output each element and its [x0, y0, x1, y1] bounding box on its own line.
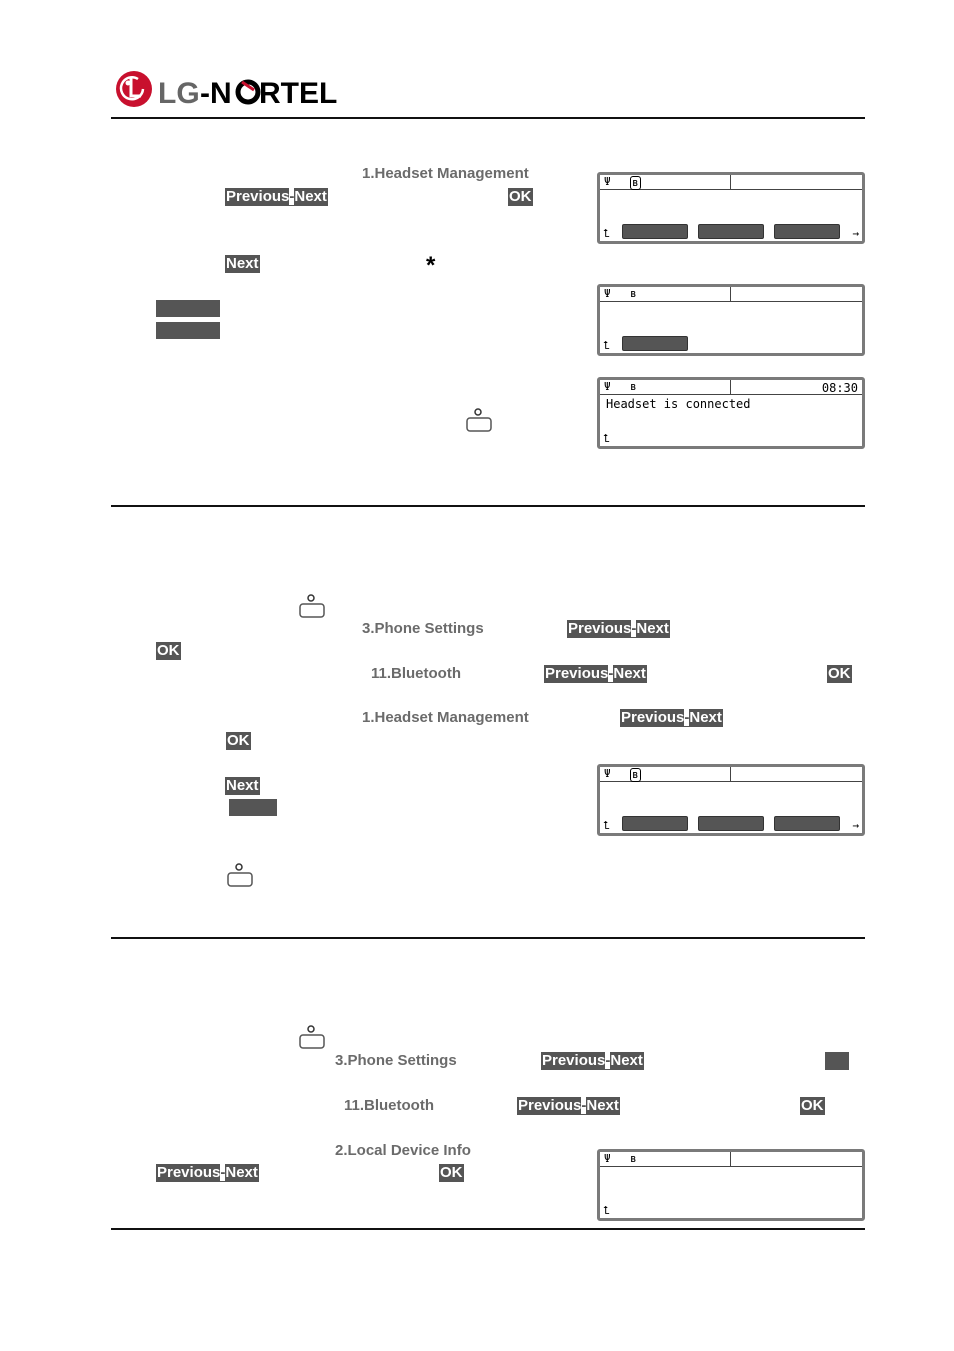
previous-label: Previous: [545, 665, 609, 682]
lcd-clock: 08:30: [821, 381, 858, 395]
forward-arrow-icon: →: [852, 227, 859, 240]
next-label: Next: [636, 620, 669, 637]
previous-next-softkey: [225, 188, 328, 206]
next-label: Next: [294, 188, 327, 205]
menu-phone-settings: 3.Phone Settings: [335, 1052, 457, 1069]
previous-next-softkey: [541, 1052, 644, 1070]
back-arrow-icon: ⮤: [603, 339, 610, 352]
bluetooth-icon: ʙ: [630, 380, 637, 393]
next-label: Next: [613, 665, 646, 682]
forward-arrow-icon: →: [852, 819, 859, 832]
menu-local-device-info: 2.Local Device Info: [335, 1142, 471, 1159]
network-antenna-icon: Ψ: [604, 767, 611, 780]
previous-next-softkey: [620, 709, 723, 727]
section-rule-3: [111, 1228, 865, 1230]
dash: -: [608, 665, 614, 682]
settings-key-icon: [297, 594, 325, 616]
lcd-message: Headset is connected: [606, 397, 751, 411]
dash: -: [605, 1052, 611, 1069]
ok-softkey: OK: [801, 1097, 824, 1114]
dash: -: [684, 709, 690, 726]
next-label: Next: [689, 709, 722, 726]
next-label: Next: [586, 1097, 619, 1114]
softkey-bar-1: [622, 336, 688, 351]
section-rule-2: [111, 937, 865, 939]
previous-next-softkey: [544, 665, 647, 683]
menu-bluetooth: 11.Bluetooth: [344, 1097, 435, 1114]
dash: -: [581, 1097, 587, 1114]
network-antenna-icon: Ψ: [604, 287, 611, 300]
menu-headset-management: 1.Headset Management: [362, 165, 529, 182]
star-key: *: [426, 252, 436, 279]
softkey-bar-1: [622, 224, 688, 239]
svg-text:-N: -N: [200, 77, 232, 110]
lcd-divider: [730, 175, 731, 189]
svg-text:LG: LG: [158, 77, 200, 110]
softkey-bar-2: [698, 816, 764, 831]
previous-label: Previous: [518, 1097, 582, 1114]
lcd-screen-4: [597, 764, 865, 836]
section-rule-1: [111, 505, 865, 507]
settings-key-icon: [464, 408, 492, 430]
softkey-bar-1: [622, 816, 688, 831]
next-softkey: Next: [226, 777, 259, 794]
bluetooth-icon: ʙ: [630, 287, 637, 300]
next-softkey: Next: [226, 255, 259, 272]
back-arrow-icon: ⮤: [603, 432, 610, 445]
network-antenna-icon: Ψ: [604, 1152, 611, 1165]
next-label: Next: [610, 1052, 643, 1069]
back-arrow-icon: ⮤: [603, 1204, 610, 1217]
dash: -: [220, 1164, 226, 1181]
network-antenna-icon: Ψ: [604, 380, 611, 393]
previous-label: Previous: [542, 1052, 606, 1069]
header-rule: [111, 117, 865, 119]
back-arrow-icon: ⮤: [603, 227, 610, 240]
ok-softkey: OK: [227, 732, 250, 749]
bluetooth-icon: ʙ: [632, 176, 639, 189]
network-antenna-icon: Ψ: [604, 175, 611, 188]
svg-text:RTEL: RTEL: [259, 77, 338, 110]
settings-key-icon: [225, 863, 253, 885]
softkey-bar-2: [698, 224, 764, 239]
blank-softkey: [229, 799, 277, 816]
previous-label: Previous: [621, 709, 685, 726]
lg-nortel-logo: [114, 70, 354, 110]
bluetooth-icon: ʙ: [630, 1152, 637, 1165]
menu-phone-settings: 3.Phone Settings: [362, 620, 484, 637]
previous-label: Previous: [226, 188, 290, 205]
next-label: Next: [225, 1164, 258, 1181]
back-arrow-icon: ⮤: [603, 819, 610, 832]
blank-softkey-2: [156, 322, 220, 339]
softkey-bar-3: [774, 816, 840, 831]
bluetooth-icon: ʙ: [632, 768, 639, 781]
blank-softkey: [825, 1052, 849, 1070]
blank-softkey-1: [156, 300, 220, 317]
dash: -: [289, 188, 295, 205]
softkey-bar-3: [774, 224, 840, 239]
ok-softkey: OK: [440, 1164, 463, 1181]
previous-next-softkey: [517, 1097, 620, 1115]
ok-softkey: OK: [509, 188, 532, 205]
ok-softkey: OK: [157, 642, 180, 659]
settings-key-icon: [297, 1025, 325, 1047]
dash: -: [631, 620, 637, 637]
ok-softkey: OK: [828, 665, 851, 682]
menu-bluetooth: 11.Bluetooth: [371, 665, 462, 682]
lcd-screen-3: [597, 377, 865, 449]
previous-label: Previous: [157, 1164, 221, 1181]
previous-label: Previous: [568, 620, 632, 637]
lcd-screen-1: [597, 172, 865, 244]
previous-next-softkey: [567, 620, 670, 638]
previous-next-softkey: [156, 1164, 259, 1182]
lcd-screen-5: [597, 1149, 865, 1221]
lcd-screen-2: [597, 284, 865, 356]
menu-headset-management: 1.Headset Management: [362, 709, 529, 726]
